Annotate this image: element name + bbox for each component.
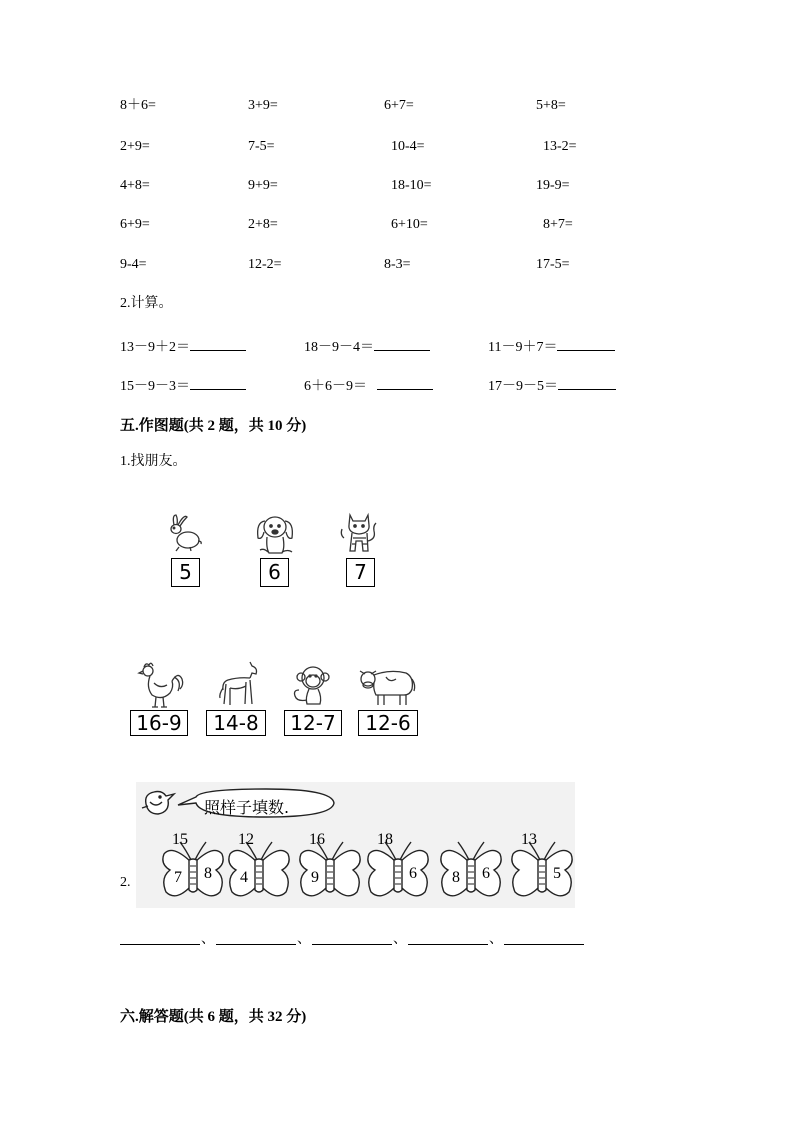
puppy-icon xyxy=(252,512,298,556)
rooster-icon xyxy=(134,661,186,709)
answer-blank[interactable] xyxy=(190,375,246,390)
answer-blank[interactable] xyxy=(504,930,584,945)
expression-card: 14-8 xyxy=(206,710,266,736)
calc-item: 15－9－3＝ xyxy=(120,375,246,395)
monkey-icon xyxy=(287,664,333,708)
butterfly-left-number: 4 xyxy=(240,869,248,886)
separator: 、 xyxy=(297,932,311,947)
butterfly-top-number: 15 xyxy=(172,831,188,848)
calc-item: 18－9－4＝ xyxy=(304,336,430,356)
arith-item: 19-9= xyxy=(536,178,570,193)
butterfly xyxy=(507,830,577,904)
horse-icon xyxy=(216,660,262,708)
answer-blank[interactable] xyxy=(557,336,615,351)
butterfly xyxy=(363,830,433,904)
answer-blank[interactable] xyxy=(216,930,296,945)
arith-item: 9+9= xyxy=(248,178,278,193)
expression-card: 12-6 xyxy=(358,710,418,736)
separator: 、 xyxy=(393,932,407,947)
calc-item: 13－9＋2＝ xyxy=(120,336,246,356)
answer-blank[interactable] xyxy=(374,336,430,351)
arith-item: 4+8= xyxy=(120,178,150,193)
arith-item: 10-4= xyxy=(391,139,425,154)
section-heading: 五.作图题(共 2 题，共 10 分) xyxy=(120,418,307,434)
arith-item: 3+9= xyxy=(248,98,278,113)
question-label: 2.计算。 xyxy=(120,296,173,311)
butterfly-left-number: 8 xyxy=(452,869,460,886)
answer-blank[interactable] xyxy=(377,375,433,390)
separator: 、 xyxy=(201,932,215,947)
arith-item: 12-2= xyxy=(248,257,282,272)
arith-item: 8-3= xyxy=(384,257,411,272)
arith-item: 17-5= xyxy=(536,257,570,272)
butterfly-top-number: 13 xyxy=(521,831,537,848)
cow-icon xyxy=(356,665,418,707)
arith-item: 2+8= xyxy=(248,217,278,232)
separator: 、 xyxy=(489,932,503,947)
butterfly xyxy=(158,830,228,904)
number-card: 6 xyxy=(260,558,289,587)
arith-item: 6+7= xyxy=(384,98,414,113)
rabbit-icon xyxy=(166,513,206,553)
butterfly-right-number: 6 xyxy=(482,865,490,882)
butterfly-right-number: 5 xyxy=(553,865,561,882)
butterfly xyxy=(224,830,294,904)
arith-item: 8+7= xyxy=(543,217,573,232)
butterfly xyxy=(436,830,506,904)
arith-item: 6+10= xyxy=(391,217,428,232)
arith-item: 8＋6= xyxy=(120,98,156,113)
arith-item: 5+8= xyxy=(536,98,566,113)
question-label: 1.找朋友。 xyxy=(120,454,187,469)
bubble-text: 照样子填数. xyxy=(204,798,290,817)
arith-item: 2+9= xyxy=(120,139,150,154)
arith-item: 18-10= xyxy=(391,178,432,193)
expression-card: 12-7 xyxy=(284,710,342,736)
question-number: 2. xyxy=(120,875,131,890)
calc-item: 11－9＋7＝ xyxy=(488,336,615,356)
butterfly-top-number: 18 xyxy=(377,831,393,848)
calc-item: 17－9－5＝ xyxy=(488,375,616,395)
section-heading: 六.解答题(共 6 题，共 32 分) xyxy=(120,1009,307,1025)
arith-item: 9-4= xyxy=(120,257,147,272)
butterfly-left-number: 7 xyxy=(174,869,182,886)
butterfly-top-number: 12 xyxy=(238,831,254,848)
number-card: 5 xyxy=(171,558,200,587)
butterfly-right-number: 8 xyxy=(204,865,212,882)
butterfly-left-number: 9 xyxy=(311,869,319,886)
answer-blank[interactable] xyxy=(312,930,392,945)
arith-item: 7-5= xyxy=(248,139,275,154)
calc-item: 6＋6－9＝ xyxy=(304,375,433,395)
expression-card: 16-9 xyxy=(130,710,188,736)
number-card: 7 xyxy=(346,558,375,587)
butterfly-right-number: 6 xyxy=(409,865,417,882)
answer-blank[interactable] xyxy=(558,375,616,390)
answer-blank[interactable] xyxy=(408,930,488,945)
answer-blank[interactable] xyxy=(190,336,246,351)
butterfly xyxy=(295,830,365,904)
answer-blank[interactable] xyxy=(120,930,200,945)
cat-icon xyxy=(338,511,380,555)
arith-item: 6+9= xyxy=(120,217,150,232)
arith-item: 13-2= xyxy=(543,139,577,154)
butterfly-top-number: 16 xyxy=(309,831,325,848)
